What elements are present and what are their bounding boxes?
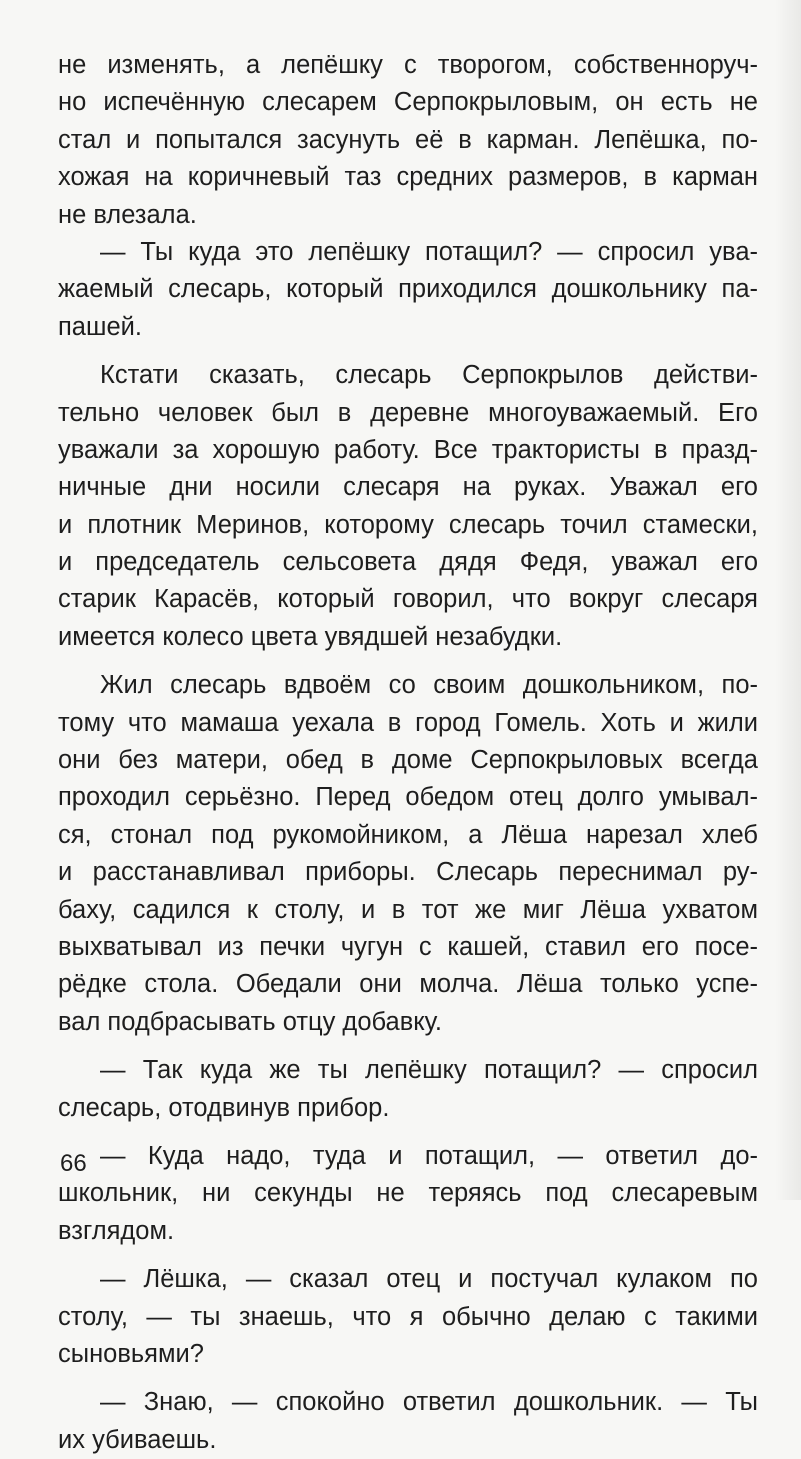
text-line: сыновьями? bbox=[58, 1339, 204, 1368]
text-line: и расстанавливал приборы. Слесарь переснимал ру- bbox=[58, 858, 758, 887]
text-line: школьник, ни секунды не теряясь под слесаревым bbox=[58, 1179, 758, 1208]
text-line: не влезала. bbox=[58, 200, 197, 229]
text-line: хожая на коричневый таз средних размеров, в карман bbox=[58, 163, 758, 192]
text-line: — Куда надо, туда и потащил, — ответил до- bbox=[100, 1141, 758, 1170]
text-line: Кстати сказать, слесарь Серпокрылов действи- bbox=[100, 361, 758, 390]
text-line: ся, стонал под рукомойником, а Лёша нарезал хлеб bbox=[58, 820, 758, 849]
text-line: жаемый слесарь, который приходился дошкольнику па- bbox=[58, 275, 758, 304]
text-line: — Знаю, — спокойно ответил дошкольник. — Ты bbox=[100, 1388, 758, 1417]
text-line: не изменять, а лепёшку с творогом, собственноруч- bbox=[58, 51, 758, 79]
text-line: их убиваешь. bbox=[58, 1425, 217, 1454]
text-line: — Ты куда это лепёшку потащил? — спросил ува- bbox=[100, 237, 758, 266]
text-line: выхватывал из печки чугун с кашей, ставил его посе- bbox=[58, 932, 758, 961]
text-line: ничные дни носили слесаря на руках. Уважал его bbox=[58, 473, 758, 502]
text-line: проходил серьёзно. Перед обедом отец долго умывал- bbox=[58, 783, 758, 812]
text-line: имеется колесо цвета увядшей незабудки. bbox=[58, 622, 563, 651]
text-line: уважали за хорошую работу. Все трактористы в празд- bbox=[58, 435, 758, 464]
text-line: и председатель сельсовета дядя Федя, уважал его bbox=[58, 548, 758, 577]
text-line: пашей. bbox=[58, 312, 142, 341]
page-edge-shadow bbox=[775, 0, 801, 1200]
text-line: они без матери, обед в доме Серпокрыловых всегда bbox=[58, 746, 758, 775]
page-number: 66 bbox=[60, 1150, 87, 1177]
text-line: вал подбрасывать отцу добавку. bbox=[58, 1007, 442, 1036]
text-line: но испечённую слесарем Серпокрыловым, он есть не bbox=[58, 88, 758, 117]
text-line: столу, — ты знаешь, что я обычно делаю с такими bbox=[58, 1302, 758, 1331]
text-line: тельно человек был в деревне многоуважаемый. Его bbox=[58, 398, 758, 427]
text-line: тому что мамаша уехала в город Гомель. Хоть и жили bbox=[58, 708, 758, 737]
text-line: взглядом. bbox=[58, 1216, 175, 1245]
text-line: старик Карасёв, который говорил, что вокруг слесаря bbox=[58, 585, 758, 614]
text-line: Жил слесарь вдвоём со своим дошкольником, по- bbox=[100, 671, 758, 700]
text-line: слесарь, отодвинув прибор. bbox=[58, 1093, 390, 1122]
text-line: и плотник Меринов, которому слесарь точил стамески, bbox=[58, 510, 758, 539]
text-line: стал и попытался засунуть её в карман. Лепёшка, по- bbox=[58, 125, 758, 154]
body-text bbox=[58, 47, 758, 1459]
text-line: — Лёшка, — сказал отец и постучал кулаком по bbox=[100, 1265, 758, 1294]
text-line: рёдке стола. Обедали они молча. Лёша только успе- bbox=[58, 970, 758, 999]
text-line: баху, садился к столу, и в тот же миг Лёша ухватом bbox=[58, 895, 758, 924]
text-line: — Так куда же ты лепёшку потащил? — спросил bbox=[100, 1056, 758, 1085]
